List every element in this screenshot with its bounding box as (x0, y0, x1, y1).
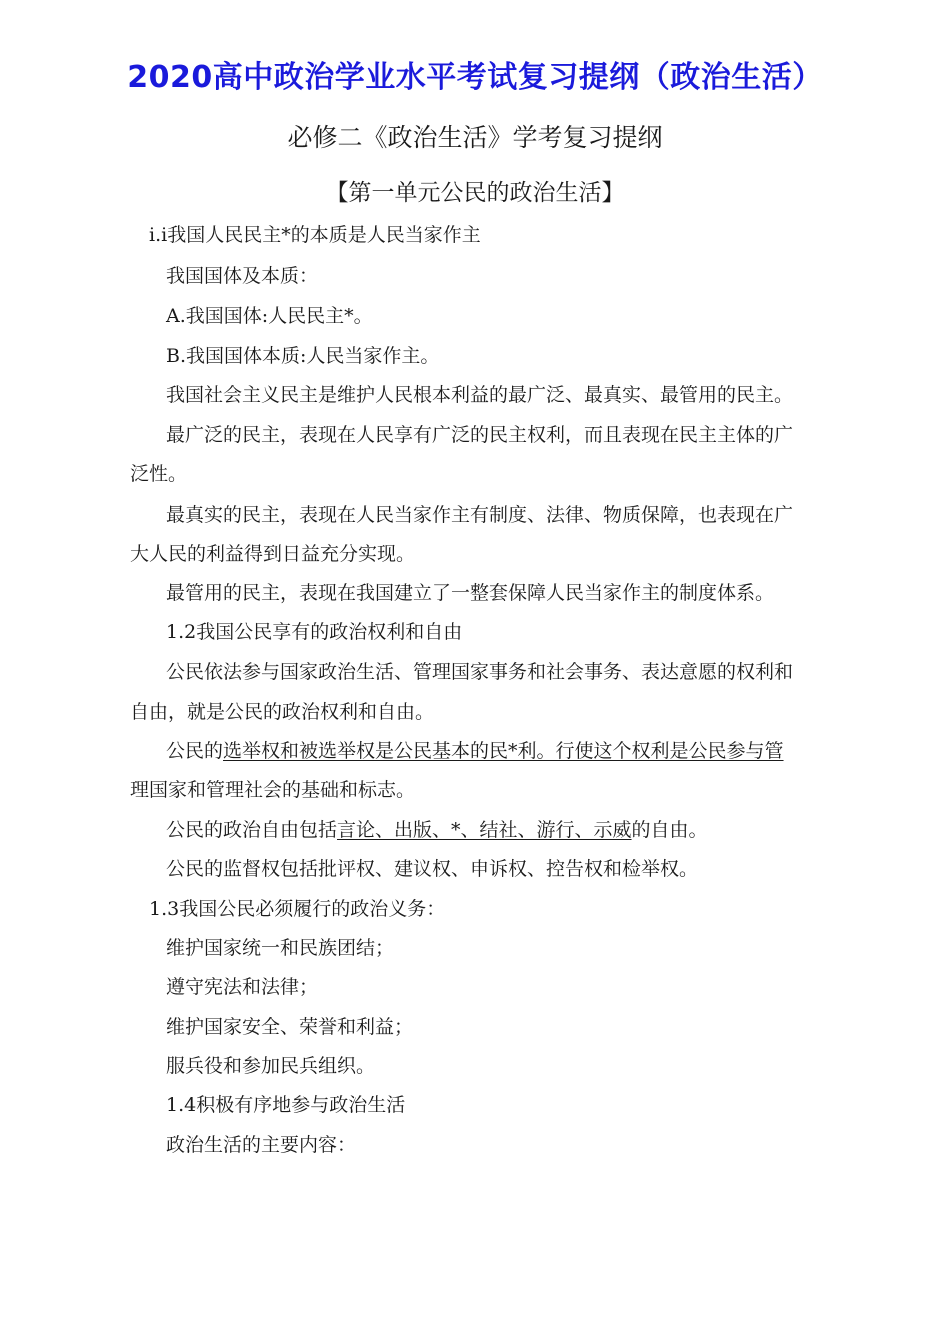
paragraph-vote-line-2: 理国家和管理社会的基础和标志。 (130, 779, 416, 801)
document-subtitle: 必修二《政治生活》学考复习提纲 (287, 123, 663, 152)
duty-item-4: 服兵役和参加民兵组织。 (166, 1055, 376, 1077)
section-heading-1-2: 1.2我国公民享有的政治权利和自由 (166, 621, 463, 643)
freedom-underlined-text: 言论、出版、*、结社、游行、示威 (337, 819, 632, 841)
section-heading-1-1: i.i我国人民民主*的本质是人民当家作主 (149, 224, 481, 246)
duty-item-3: 维护国家安全、荣誉和利益； (166, 1016, 414, 1038)
paragraph-main-content: 政治生活的主要内容： (166, 1134, 357, 1156)
paragraph-truest-line-1: 最真实的民主，表现在人民当家作主有制度、法律、物质保障，也表现在广 (166, 504, 794, 526)
unit-heading: 【第一单元公民的政治生活】 (325, 180, 625, 206)
paragraph-rights-line-1: 公民依法参与国家政治生活、管理国家事务和社会事务、表达意愿的权利和 (166, 661, 794, 683)
freedom-suffix: 的自由。 (631, 819, 708, 841)
paragraph-broadest-line-2: 泛性。 (130, 463, 188, 485)
list-item-guoti-b: B.我国国体本质:人民当家作主。 (166, 345, 440, 367)
section-heading-1-4: 1.4积极有序地参与政治生活 (166, 1094, 406, 1116)
document-title: 2020高中政治学业水平考试复习提纲（政治生活） (127, 60, 823, 95)
paragraph-vote-line-1 (166, 739, 784, 763)
paragraph-guoti-heading: 我国国体及本质： (166, 265, 319, 287)
vote-underlined-text: 选举权和被选举权是公民基本的民*利。行使这个权利是公民参与管 (223, 740, 784, 762)
freedom-prefix: 公民的政治自由包括 (166, 819, 338, 841)
paragraph-truest-line-2: 大人民的利益得到日益充分实现。 (130, 543, 416, 565)
section-heading-1-3: 1.3我国公民必须履行的政治义务： (149, 898, 446, 920)
vote-prefix: 公民的 (166, 740, 224, 762)
duty-item-2: 遵守宪法和法律； (166, 976, 319, 998)
paragraph-rights-line-2: 自由，就是公民的政治权利和自由。 (130, 701, 435, 723)
list-item-guoti-a: A.我国国体:人民民主*。 (166, 305, 373, 327)
paragraph-most-useful: 最管用的民主，表现在我国建立了一整套保障人民当家作主的制度体系。 (166, 582, 775, 604)
paragraph-socialist-democracy: 我国社会主义民主是维护人民根本利益的最广泛、最真实、最管用的民主。 (166, 384, 794, 406)
paragraph-supervision: 公民的监督权包括批评权、建议权、申诉权、控告权和检举权。 (166, 858, 699, 880)
paragraph-broadest-line-1: 最广泛的民主，表现在人民享有广泛的民主权利，而且表现在民主主体的广 (166, 424, 794, 446)
duty-item-1: 维护国家统一和民族团结； (166, 937, 395, 959)
paragraph-political-freedom (166, 818, 708, 842)
